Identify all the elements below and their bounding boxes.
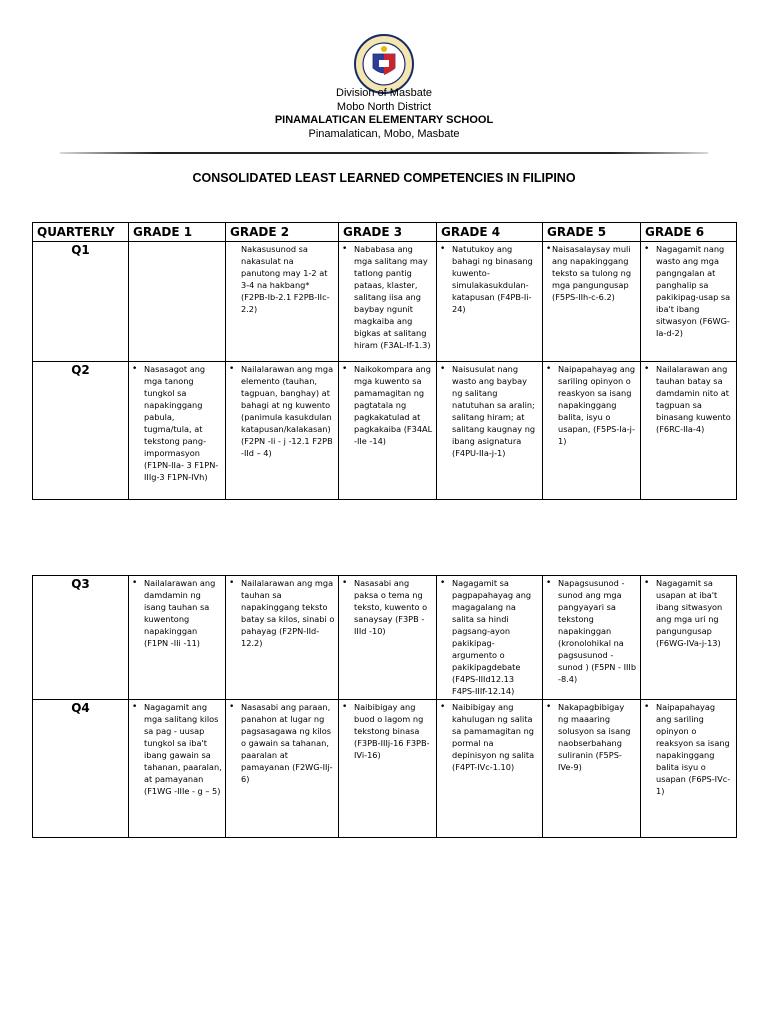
cell-text: • Nakapagbibigay ng maaaring solusyon sa isang naobserbahang suliranin (F5PS-IVe-9)	[546, 701, 637, 773]
table-cell	[129, 242, 226, 362]
table-cell	[129, 576, 226, 700]
table-row	[33, 576, 737, 700]
table-cell	[339, 700, 437, 838]
column-header: GRADE 2	[226, 223, 339, 242]
table-cell	[339, 242, 437, 362]
table-cell	[437, 576, 543, 700]
table-cell	[226, 242, 339, 362]
table-cell	[226, 362, 339, 500]
cell-text: • Nagagamit sa pagpapahayag ang magagalang na salita sa hindi pagsang-ayon pakikipag-argumento o pakikipagdebate (F4PS-IIId12.13 F4PS-IIIf-12.14)	[440, 577, 539, 697]
page-title: CONSOLIDATED LEAST LEARNED COMPETENCIES IN FILIPINO	[192, 171, 576, 185]
column-header: GRADE 6	[641, 223, 737, 242]
quarter-label: Q4	[33, 700, 129, 838]
cell-text: • Nagagamit nang wasto ang mga pangngalan at panghalip sa pakikipag-usap sa iba't ibang sitwasyon (F6WG-Ia-d-2)	[644, 243, 733, 339]
cell-text: • Napagsusunod - sunod ang mga pangyayari sa tekstong napakinggan (kronolohikal na pagsusunod - sunod ) (F5PN - IIIb -8.4)	[546, 577, 637, 685]
cell-text: • Nailalarawan ang mga elemento (tauhan, tagpuan, banghay) at bahagi at ng kuwento (panimula kasukdulan katapusan/kalakasan) (F2PN -Ii - j -12.1 F2PB -IId – 4)	[229, 363, 335, 459]
cell-text: • Naipapahayag ang sariling opinyon o reaksyon sa isang napakinggang balita isyu o usapan (F6PS-IVc-1)	[644, 701, 733, 797]
cell-text: • Naisusulat nang wasto ang baybay ng salitang natutuhan sa aralin; salitang hiram; at salitang kaugnay ng ibang asignatura (F4PU-IIa-j-1)	[440, 363, 539, 459]
table-cell	[129, 362, 226, 500]
quarter-label: Q2	[33, 362, 129, 500]
cell-text: • Natutukoy ang bahagi ng binasang kuwento-simulakasukdulan-katapusan (F4PB-Ii-24)	[440, 243, 539, 315]
cell-text: • Nasasabi ang paraan, panahon at lugar ng pagsasagawa ng kilos o gawain sa tahanan, paaralan at pamayanan (F2WG-IIj-6)	[229, 701, 335, 785]
table-cell	[543, 576, 641, 700]
school-name: PINAMALATICAN ELEMENTARY SCHOOL	[274, 114, 494, 126]
column-header: GRADE 3	[339, 223, 437, 242]
table-cell	[437, 362, 543, 500]
header-divider	[60, 152, 708, 154]
table-cell	[129, 700, 226, 838]
table-cell	[437, 242, 543, 362]
table-cell	[339, 576, 437, 700]
cell-text: • Naikokompara ang mga kuwento sa pamamagitan ng pagtatala ng pagkakatulad at pagkakaiba (F34AL -IIe -14)	[342, 363, 433, 447]
competencies-table-part-1	[32, 222, 737, 500]
table-cell	[641, 700, 737, 838]
table-cell	[543, 700, 641, 838]
table-row	[33, 242, 737, 362]
table-cell	[641, 576, 737, 700]
cell-text: • Naibibigay ang kahulugan ng salita sa pamamagitan ng pormal na depinisyon ng salita (F4PT-IVc-1.10)	[440, 701, 539, 773]
column-header: GRADE 1	[129, 223, 226, 242]
quarter-label: Q3	[33, 576, 129, 700]
cell-text: • Naisasalaysay muli ang napakinggang teksto sa tulong ng mga pangungusap (F5PS-IIh-c-6.2)	[546, 243, 637, 303]
division-name: Division of Masbate	[336, 87, 432, 99]
cell-text: • Nababasa ang mga salitang may tatlong pantig pataas, klaster, salitang iisa ang baybay ngunit magkaiba ang bigkas at salitang hiram (F3AL-If-1.3)	[342, 243, 433, 351]
school-location: Pinamalatican, Mobo, Masbate	[308, 128, 460, 140]
table-cell	[641, 242, 737, 362]
deped-seal-icon	[354, 34, 414, 94]
table-cell	[543, 242, 641, 362]
table-cell	[543, 362, 641, 500]
table-cell	[226, 576, 339, 700]
column-header: GRADE 5	[543, 223, 641, 242]
cell-text: • Nasasabi ang paksa o tema ng teksto, kuwento o sanaysay (F3PB -IIId -10)	[342, 577, 433, 637]
table-row	[33, 700, 737, 838]
competencies-table-part-2	[32, 575, 737, 838]
cell-text: • Naipapahayag ang sariling opinyon o reaskyon sa isang napakinggang balita, isyu o usapan, (F5PS-Ia-j-1)	[546, 363, 637, 447]
cell-text: • Nasasagot ang mga tanong tungkol sa napakinggang pabula, tugma/tula, at tekstong pang-impormasyon (F1PN-IIa- 3 F1PN-IIIg-3 F1PN-IVh)	[132, 363, 222, 483]
cell-text: • Nailalarawan ang damdamin ng isang tauhan sa kuwentong napakinggan (F1PN -IIi -11)	[132, 577, 222, 649]
table-row	[33, 362, 737, 500]
cell-text: • Naibibigay ang buod o lagom ng tekstong binasa (F3PB-IIIj-16 F3PB-IVi-16)	[342, 701, 433, 761]
column-header: GRADE 4	[437, 223, 543, 242]
cell-text: • Nagagamit sa usapan at iba't ibang sitwasyon ang mga uri ng pangungusap (F6WG-IVa-j-13)	[644, 577, 733, 649]
cell-text: Nakasusunod sa nakasulat na panutong may 1-2 at 3-4 na hakbang* (F2PB-Ib-2.1 F2PB-IIc-2.2)	[241, 244, 330, 314]
column-header: QUARTERLY	[33, 223, 129, 242]
table-cell	[641, 362, 737, 500]
table-cell	[339, 362, 437, 500]
cell-text: • Nailalarawan ang mga tauhan sa napakinggang teksto batay sa kilos, sinabi o pahayag (F2PN-IId-12.2)	[229, 577, 335, 649]
cell-text: • Nagagamit ang mga salitang kilos sa pag - uusap tungkol sa iba't ibang gawain sa tahanan, paaralan, at pamayanan (F1WG -IIIe - g – 5)	[132, 701, 222, 797]
district-name: Mobo North District	[336, 101, 432, 113]
table-cell	[226, 700, 339, 838]
cell-text: • Nailalarawan ang tauhan batay sa damdamin nito at tagpuan sa binasang kuwento (F6RC-IIa-4)	[644, 363, 733, 435]
table-cell	[437, 700, 543, 838]
quarter-label: Q1	[33, 242, 129, 362]
table-header-row	[33, 223, 737, 242]
